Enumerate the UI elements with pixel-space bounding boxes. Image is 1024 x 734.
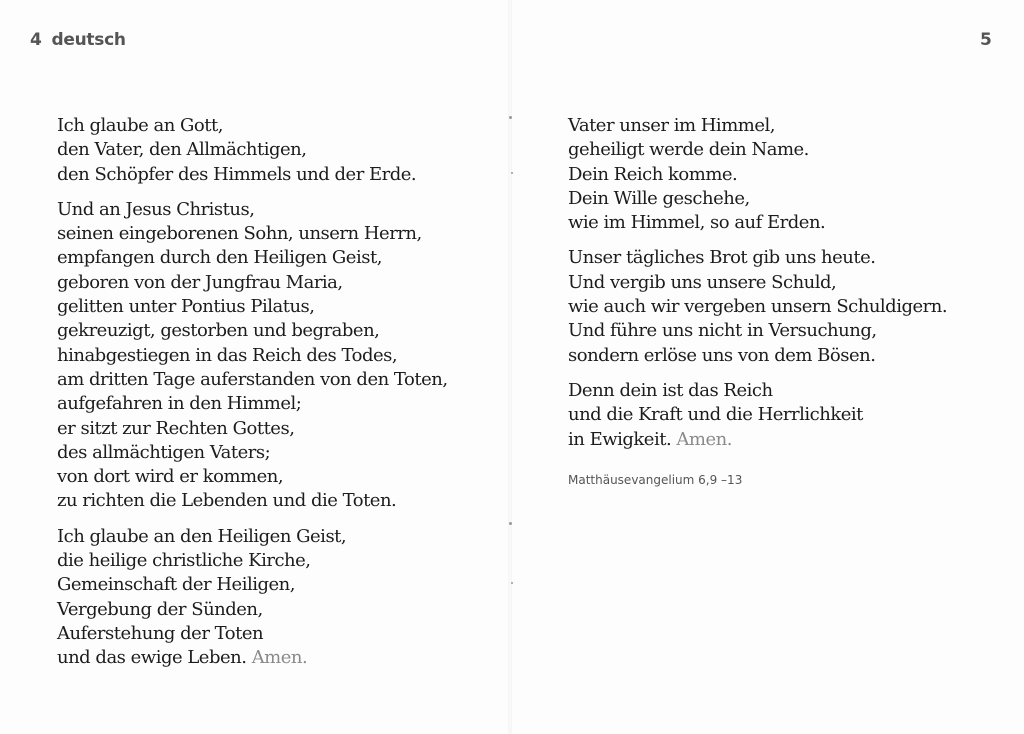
book-gutter: [508, 0, 512, 734]
creed-line: Gemeinschaft der Heiligen,: [57, 574, 295, 596]
scan-speck: [511, 582, 513, 584]
prayer-line: wie im Himmel, so auf Erden.: [568, 212, 826, 234]
prayer-line: Vater unser im Himmel,: [568, 115, 775, 136]
creed-last-line-text: und das ewige Leben.: [57, 647, 247, 669]
scan-speck: [509, 522, 512, 525]
scan-speck: [509, 116, 512, 119]
creed-amen: Amen.: [251, 647, 308, 669]
creed-line: Und an Jesus Christus,: [57, 198, 255, 220]
prayer-text: [568, 114, 1008, 463]
creed-line: empfangen durch den Heiligen Geist,: [57, 247, 382, 269]
left-page-header: [30, 30, 126, 50]
scripture-reference: Matthäusevangelium 6,9 –13: [568, 473, 743, 487]
scan-speck: [511, 172, 513, 174]
creed-line: gekreuzigt, gestorben und begraben,: [57, 320, 380, 342]
creed-line: den Schöpfer des Himmels und der Erde.: [57, 163, 417, 185]
prayer-line: Dein Wille geschehe,: [568, 187, 750, 209]
creed-line: Vergebung der Sünden,: [57, 598, 263, 620]
prayer-line: Und vergib uns unsere Schuld,: [568, 271, 837, 293]
creed-line: hinabgestiegen in das Reich des Todes,: [57, 344, 398, 366]
prayer-line: Und führe uns nicht in Versuchung,: [568, 320, 877, 342]
prayer-amen: Amen.: [676, 428, 732, 450]
creed-line: des allmächtigen Vaters;: [57, 441, 271, 463]
left-page-number: 4: [30, 30, 42, 50]
creed-final-line: [57, 646, 497, 670]
creed-line: er sitzt zur Rechten Gottes,: [57, 417, 295, 439]
prayer-line: wie auch wir vergeben unsern Schuldigern.: [568, 296, 948, 318]
section-title: deutsch: [51, 30, 126, 50]
creed-line: geboren von der Jungfrau Maria,: [57, 271, 343, 293]
creed-line: von dort wird er kommen,: [57, 466, 284, 488]
prayer-stanza-3: [568, 379, 1008, 452]
right-page-number: 5: [980, 30, 992, 50]
prayer-line: sondern erlöse uns von dem Bösen.: [568, 344, 876, 366]
prayer-last-line-text: in Ewigkeit.: [568, 428, 672, 450]
creed-stanza-3: [57, 525, 497, 671]
creed-line: Ich glaube an Gott,: [57, 115, 223, 136]
creed-line: Auferstehung der Toten: [57, 622, 264, 644]
creed-line: den Vater, den Allmächtigen,: [57, 139, 307, 161]
creed-line: am dritten Tage auferstanden von den Toten,: [57, 368, 448, 390]
prayer-final-line: [568, 428, 1008, 452]
prayer-line: geheiligt werde dein Name.: [568, 139, 809, 161]
creed-line: gelitten unter Pontius Pilatus,: [57, 296, 315, 318]
prayer-line: Unser tägliches Brot gib uns heute.: [568, 247, 876, 269]
prayer-line: Denn dein ist das Reich: [568, 379, 773, 401]
creed-line: aufgefahren in den Himmel;: [57, 393, 302, 415]
creed-line: zu richten die Lebenden und die Toten.: [57, 490, 397, 512]
creed-line: seinen eingeborenen Sohn, unsern Herrn,: [57, 223, 422, 245]
creed-text: [57, 114, 497, 682]
prayer-line: Dein Reich komme.: [568, 163, 738, 185]
prayer-stanza-1: [568, 114, 1008, 235]
creed-line: Ich glaube an den Heiligen Geist,: [57, 525, 347, 547]
creed-stanza-2: [57, 198, 497, 514]
prayer-line: und die Kraft und die Herrlichkeit: [568, 404, 863, 426]
creed-stanza-1: [57, 114, 497, 187]
prayer-stanza-2: [568, 246, 1008, 367]
creed-line: die heilige christliche Kirche,: [57, 550, 311, 572]
